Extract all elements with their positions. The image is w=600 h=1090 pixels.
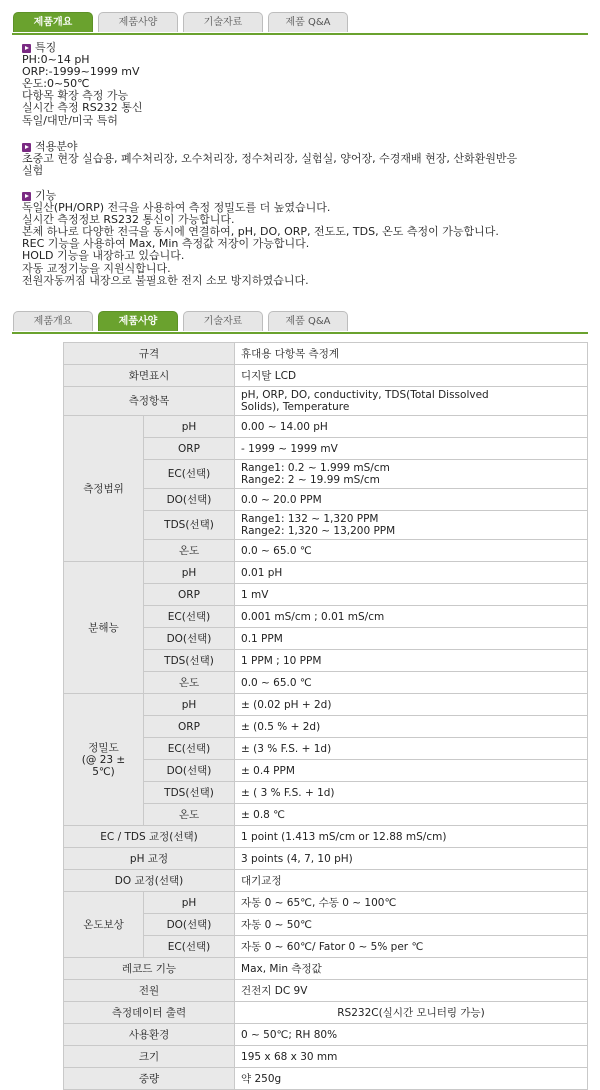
spec-value: 디지탈 LCD: [235, 365, 588, 387]
spec-value: Range1: 132 ~ 1,320 PPM Range2: 1,320 ~ 13,200 PPM: [235, 511, 588, 540]
spec-sublabel: EC(선택): [144, 936, 235, 958]
spec-value: 1 point (1.413 mS/cm or 12.88 mS/cm): [235, 826, 588, 848]
spec-sublabel: pH: [144, 694, 235, 716]
table-row: [64, 1002, 588, 1024]
tab-overview[interactable]: 제품개요: [13, 311, 93, 331]
features-line: 독일/대만/미국 특허: [22, 113, 118, 127]
spec-value: 0.0 ~ 20.0 PPM: [235, 489, 588, 511]
spec-table: [63, 342, 588, 1090]
spec-value: ± (0.02 pH + 2d): [235, 694, 588, 716]
spec-sublabel: 온도: [144, 540, 235, 562]
spec-label: 규격: [64, 343, 235, 365]
tab-specs[interactable]: 제품사양: [98, 12, 178, 32]
table-row: [64, 958, 588, 980]
spec-value: 0.00 ~ 14.00 pH: [235, 416, 588, 438]
spec-value: 1 PPM ; 10 PPM: [235, 650, 588, 672]
spec-value: 0.1 PPM: [235, 628, 588, 650]
arrow-bullet-icon: [22, 44, 31, 53]
spec-sublabel: TDS(선택): [144, 782, 235, 804]
features-line: 실시간 측정 RS232 통신: [22, 101, 143, 115]
arrow-bullet-icon: [22, 192, 31, 201]
table-row: [64, 892, 588, 914]
spec-sublabel: EC(선택): [144, 606, 235, 628]
spec-label: 중량: [64, 1068, 235, 1090]
tab-qna[interactable]: 제품 Q&A: [268, 12, 348, 32]
spec-sublabel: DO(선택): [144, 628, 235, 650]
spec-value: 휴대용 다항목 측정계: [235, 343, 588, 365]
spec-value: Range1: 0.2 ~ 1.999 mS/cm Range2: 2 ~ 19.99 mS/cm: [235, 460, 588, 489]
spec-value: 3 points (4, 7, 10 pH): [235, 848, 588, 870]
spec-value: 1 mV: [235, 584, 588, 606]
spec-value: 195 x 68 x 30 mm: [235, 1046, 588, 1068]
spec-label: DO 교정(선택): [64, 870, 235, 892]
functions-line: 독일산(PH/ORP) 전극을 사용하여 측정 정밀도를 더 높였습니다.: [22, 201, 331, 215]
spec-sublabel: ORP: [144, 438, 235, 460]
table-row: [64, 416, 588, 438]
top-tab-bar: [12, 12, 588, 35]
spec-label: 크기: [64, 1046, 235, 1068]
table-row: [64, 1068, 588, 1090]
spec-value: 대기교정: [235, 870, 588, 892]
table-row: [64, 343, 588, 365]
spec-label: 측정항목: [64, 387, 235, 416]
group-label-resolution: 분해능: [64, 562, 144, 694]
features-line: ORP:-1999~1999 mV: [22, 65, 140, 79]
spec-value: ± ( 3 % F.S. + 1d): [235, 782, 588, 804]
table-row: [64, 365, 588, 387]
table-row: [64, 562, 588, 584]
group-label-accuracy: 정밀도 (@ 23 ± 5℃): [64, 694, 144, 826]
spec-value: 약 250g: [235, 1068, 588, 1090]
table-row: [64, 1024, 588, 1046]
spec-tab-bar: [12, 311, 588, 334]
spec-label: pH 교정: [64, 848, 235, 870]
spec-sublabel: EC(선택): [144, 460, 235, 489]
features-line: 온도:0~50℃: [22, 77, 90, 91]
spec-value: 0.01 pH: [235, 562, 588, 584]
spec-sublabel: pH: [144, 416, 235, 438]
tab-overview[interactable]: 제품개요: [13, 12, 93, 32]
features-title: 특징: [35, 41, 57, 54]
functions-section: [22, 190, 598, 287]
spec-value: 0.001 mS/cm ; 0.01 mS/cm: [235, 606, 588, 628]
spec-value: 0.0 ~ 65.0 ℃: [235, 540, 588, 562]
spec-label: 화면표시: [64, 365, 235, 387]
functions-line: 실시간 측정정보 RS232 통신이 가능합니다.: [22, 213, 235, 227]
spec-value: 건전지 DC 9V: [235, 980, 588, 1002]
tab-tech-docs[interactable]: 기술자료: [183, 12, 263, 32]
functions-line: 본체 하나로 다양한 전극을 동시에 연결하여, pH, DO, ORP, 전도도, TDS, 온도 측정이 가능합니다.: [22, 225, 499, 239]
spec-value: ± (0.5 % + 2d): [235, 716, 588, 738]
tab-tech-docs[interactable]: 기술자료: [183, 311, 263, 331]
spec-value: ± 0.8 ℃: [235, 804, 588, 826]
table-row: [64, 1046, 588, 1068]
application-title: 적용분야: [35, 140, 78, 153]
spec-value: - 1999 ~ 1999 mV: [235, 438, 588, 460]
spec-sublabel: DO(선택): [144, 914, 235, 936]
functions-line: REC 기능을 사용하여 Max, Min 측정값 저장이 가능합니다.: [22, 237, 310, 251]
tab-specs[interactable]: 제품사양: [98, 311, 178, 331]
spec-value: pH, ORP, DO, conductivity, TDS(Total Dissolved Solids), Temperature: [235, 387, 588, 416]
spec-sublabel: EC(선택): [144, 738, 235, 760]
table-row: [64, 387, 588, 416]
spec-sublabel: DO(선택): [144, 489, 235, 511]
table-row: [64, 848, 588, 870]
group-label-temp-comp: 온도보상: [64, 892, 144, 958]
table-row: [64, 980, 588, 1002]
functions-line: 전원자동꺼짐 내장으로 불필요한 전지 소모 방지하였습니다.: [22, 273, 309, 287]
spec-sublabel: ORP: [144, 716, 235, 738]
features-line: PH:0~14 pH: [22, 53, 90, 67]
spec-label: 사용환경: [64, 1024, 235, 1046]
spec-sublabel: pH: [144, 562, 235, 584]
features-section: [22, 42, 598, 127]
table-row: [64, 694, 588, 716]
spec-value: 자동 0 ~ 60℃/ Fator 0 ~ 5% per ℃: [235, 936, 588, 958]
table-row: [64, 870, 588, 892]
spec-sublabel: TDS(선택): [144, 511, 235, 540]
spec-sublabel: ORP: [144, 584, 235, 606]
spec-sublabel: pH: [144, 892, 235, 914]
spec-label: 레코드 기능: [64, 958, 235, 980]
spec-sublabel: TDS(선택): [144, 650, 235, 672]
spec-value: RS232C(실시간 모니터링 가능): [235, 1002, 588, 1024]
functions-line: HOLD 기능을 내장하고 있습니다.: [22, 249, 185, 263]
spec-value: 0.0 ~ 65.0 ℃: [235, 672, 588, 694]
spec-value: 자동 0 ~ 50℃: [235, 914, 588, 936]
arrow-bullet-icon: [22, 143, 31, 152]
application-line: 실험: [22, 164, 44, 178]
spec-label: 측정데이터 출력: [64, 1002, 235, 1024]
table-row: [64, 826, 588, 848]
spec-value: 자동 0 ~ 65℃, 수동 0 ~ 100℃: [235, 892, 588, 914]
spec-sublabel: DO(선택): [144, 760, 235, 782]
tab-qna[interactable]: 제품 Q&A: [268, 311, 348, 331]
group-label-range: 측정범위: [64, 416, 144, 562]
spec-sublabel: 온도: [144, 672, 235, 694]
features-line: 다항목 확장 측정 가능: [22, 89, 129, 103]
spec-label: EC / TDS 교정(선택): [64, 826, 235, 848]
functions-line: 자동 교정기능을 지원식합니다.: [22, 261, 171, 275]
spec-value: ± 0.4 PPM: [235, 760, 588, 782]
application-section: [22, 141, 598, 177]
spec-value: Max, Min 측정값: [235, 958, 588, 980]
spec-value: ± (3 % F.S. + 1d): [235, 738, 588, 760]
application-line: 초중고 현장 실습용, 폐수처리장, 오수처리장, 정수처리장, 실험실, 양어장, 수경재배 현장, 산화환원반응: [22, 152, 518, 166]
spec-label: 전원: [64, 980, 235, 1002]
spec-sublabel: 온도: [144, 804, 235, 826]
spec-value: 0 ~ 50℃; RH 80%: [235, 1024, 588, 1046]
functions-title: 기능: [35, 189, 57, 202]
